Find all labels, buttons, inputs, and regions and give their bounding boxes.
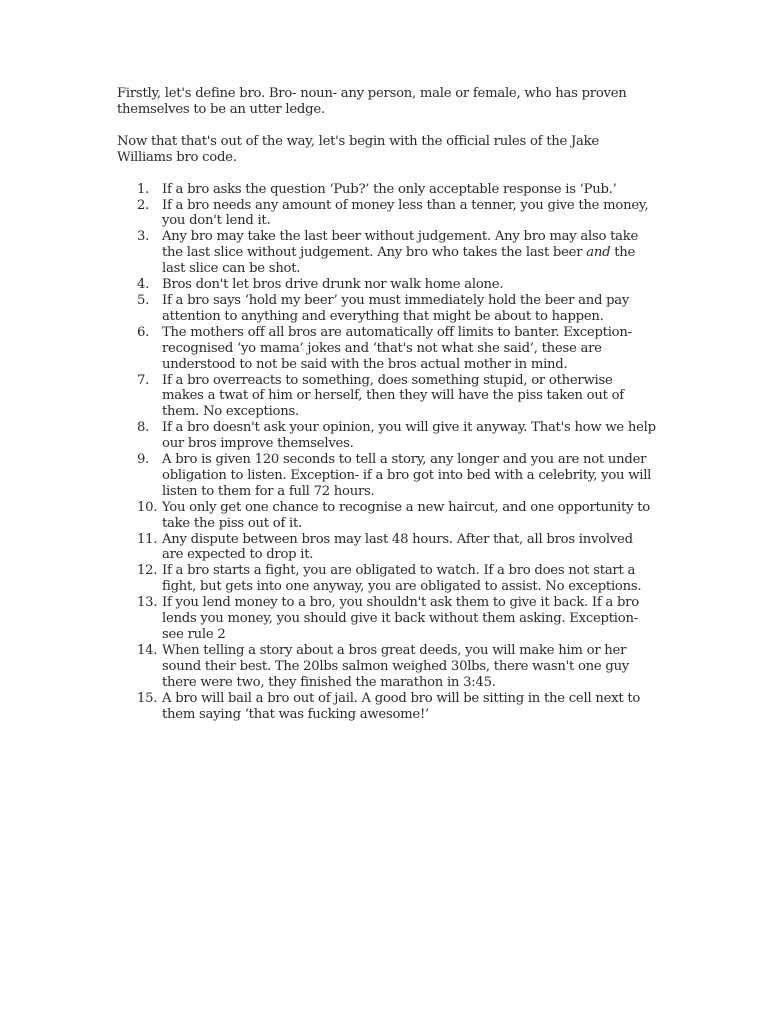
rule-text-tail: the last slice can be shot. [162, 245, 636, 277]
rule-text-wrapper [162, 229, 657, 277]
rule-item [117, 500, 657, 532]
rule-item [117, 373, 657, 421]
rule-item [117, 182, 657, 198]
rule-item [117, 532, 657, 564]
rule-item [117, 691, 657, 723]
rule-number: 9. [137, 452, 150, 468]
rule-emphasis: and [586, 245, 611, 261]
rule-number: 12. [137, 563, 158, 579]
rule-text: Any dispute between bros may last 48 hours. After that, all bros involved are expected to drop it. [162, 531, 633, 563]
rule-item [117, 643, 657, 691]
rule-item [117, 277, 657, 293]
rule-text: When telling a story about a bros great deeds, you will make him or her sound their best. The 20lbs salmon weighed 30lbs, there wasn't one guy there were two, they finished the marathon in 3:45. [162, 642, 630, 690]
rule-item [117, 452, 657, 500]
rule-text: If a bro overreacts to something, does something stupid, or otherwise makes a twat of him or herself, then they will have the piss taken out of them. No exceptions. [162, 372, 624, 420]
rule-text: If a bro needs any amount of money less than a tenner, you give the money, you don't lend it. [162, 197, 649, 229]
rule-number: 7. [137, 372, 150, 388]
intro-paragraph-2: Now that that's out of the way, let's begin with the official rules of the Jake Williams bro code. [117, 133, 599, 165]
rule-item [117, 325, 657, 373]
rule-text: Bros don't let bros drive drunk nor walk home alone. [162, 277, 504, 293]
rule-number: 3. [137, 229, 150, 245]
rule-text: If a bro doesn't ask your opinion, you will give it anyway. That's how we help our bros improve themselves. [162, 420, 656, 452]
rule-number: 14. [137, 642, 158, 658]
rule-number: 10. [137, 499, 158, 515]
rule-text: If a bro starts a fight, you are obligated to watch. If a bro does not start a fight, but gets into one anyway, you are obligated to assist. No exceptions. [162, 563, 642, 595]
rule-item [117, 595, 657, 643]
rule-number: 8. [137, 420, 150, 436]
rule-item [117, 229, 657, 277]
rule-text: Any bro may take the last beer without judgement. Any bro may also take the last slice without judgement. Any bro who takes the last beer [162, 229, 639, 261]
intro-paragraph: Firstly, let's define bro. Bro- noun- any person, male or female, who has proven themselves to be an utter ledge. [117, 86, 627, 117]
rule-text: You only get one chance to recognise a new haircut, and one opportunity to take the piss out of it. [162, 499, 650, 531]
rule-number: 2. [137, 197, 150, 213]
rule-item [117, 563, 657, 595]
rule-number: 15. [137, 690, 158, 706]
rule-number: 5. [137, 292, 150, 308]
rule-number: 6. [137, 324, 150, 340]
rule-item [117, 293, 657, 325]
rule-item [117, 420, 657, 452]
rule-number: 13. [137, 595, 158, 611]
rule-text: A bro is given 120 seconds to tell a story, any longer and you are not under obligation to listen. Exception- if a bro got into bed with a celebrity, you will listen to them for a full 72 hours. [162, 452, 652, 499]
rules-list [117, 182, 657, 723]
rule-text: The mothers off all bros are automatically off limits to banter. Exception- recognised ‘yo mama’ jokes and ‘that's not what she said’, these are understood to not be said with the bros actual mother in mind. [162, 324, 632, 372]
rule-text: If you lend money to a bro, you shouldn't ask them to give it back. If a bro lends you money, you should give it back without them asking. Exception- see rule 2 [162, 595, 639, 642]
document-page [117, 86, 657, 722]
rule-number: 11. [137, 531, 158, 547]
rule-number: 1. [137, 181, 150, 197]
rule-text: If a bro says ‘hold my beer’ you must immediately hold the beer and pay attention to anything and everything that might be about to happen. [162, 292, 630, 324]
rule-item [117, 198, 657, 230]
rule-number: 4. [137, 277, 150, 293]
rule-text: A bro will bail a bro out of jail. A good bro will be sitting in the cell next to them saying ‘that was fucking awesome!’ [162, 690, 641, 722]
rule-text: If a bro asks the question ‘Pub?’ the only acceptable response is ‘Pub.’ [162, 181, 617, 197]
